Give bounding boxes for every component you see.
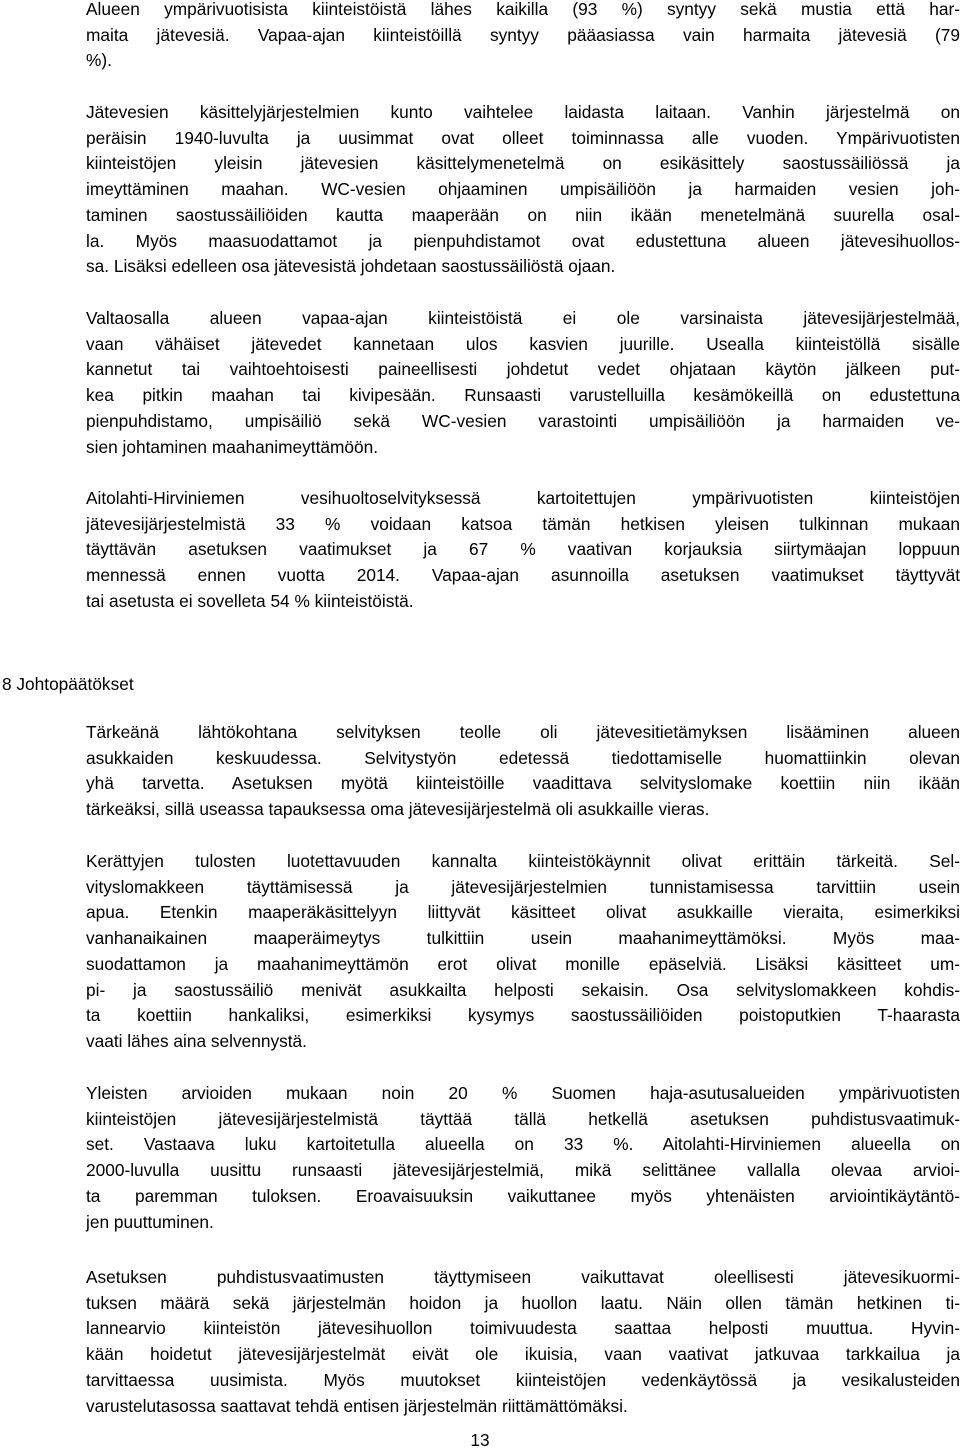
text-line: maita jätevesiä. Vapaa-ajan kiinteistöillä syntyy pääasiassa vain harmaita jätevesiä (79 xyxy=(86,24,960,45)
text-line: jätevesijärjestelmistä 33 % voidaan katsoa tämän hetkisen yleisen tulkinnan mukaan xyxy=(86,513,960,534)
text-line: vaan vähäiset jätevedet kannetaan ulos kasvien juurille. Usealla kiinteistöllä sisälle xyxy=(86,333,960,354)
text-line: täyttävän asetuksen vaatimukset ja 67 % vaativan korjauksia siirtymäajan loppuun xyxy=(86,539,960,560)
text-line: mennessä ennen vuotta 2014. Vapaa-ajan asunnoilla asetuksen vaatimukset täyttyvät xyxy=(86,565,960,586)
text-line: Valtaosalla alueen vapaa-ajan kiinteistöistä ei ole varsinaista jätevesijärjestelmää, xyxy=(86,308,960,328)
text-line: Yleisten arvioiden mukaan noin 20 % Suomen haja-asutusalueiden ympärivuotisten xyxy=(86,1083,960,1103)
text-line: Kerättyjen tulosten luotettavuuden kannalta kiinteistökäynnit olivat erittäin tärkeitä. Sel- xyxy=(86,851,960,871)
text-line: imeyttäminen maahan. WC-vesien ohjaaminen umpisäiliöön ja harmaiden vesien joh- xyxy=(86,179,960,200)
text-line: ta koettiin hankaliksi, esimerkiksi kysymys saostussäiliöiden poistoputkien T-haarasta xyxy=(86,1005,960,1026)
text-line: kea pitkin maahan tai kivipesään. Runsaasti varustelluilla kesämökeillä on edustettuna xyxy=(86,385,960,406)
text-line: asukkaiden keskuudessa. Selvitystyön edetessä tiedottamiselle huomattiinkin olevan xyxy=(86,747,960,768)
text-line: kiinteistöjen yleisin jätevesien käsittelymenetelmä on esikäsittely saostussäiliössä ja xyxy=(86,153,960,174)
text-line: Jätevesien käsittelyjärjestelmien kunto vaihtelee laidasta laitaan. Vanhin järjestelmä on xyxy=(86,102,960,122)
text-line: Tärkeänä lähtökohtana selvityksen teolle oli jätevesitietämyksen lisääminen alueen xyxy=(86,722,960,742)
paragraph xyxy=(86,306,960,460)
paragraph xyxy=(86,720,960,823)
text-line: tai asetusta ei sovelleta 54 % kiinteistöistä. xyxy=(86,590,414,611)
text-line: set. Vastaava luku kartoitetulla alueella on 33 %. Aitolahti-Hirviniemen alueella on xyxy=(86,1134,960,1155)
text-line: tärkeäksi, sillä useassa tapauksessa oma jätevesijärjestelmä oli asukkaille vieras. xyxy=(86,799,710,820)
paragraph xyxy=(86,849,960,1055)
section-heading: 8 Johtopäätökset xyxy=(2,674,134,694)
text-line: Aitolahti-Hirviniemen vesihuoltoselvityksessä kartoitettujen ympärivuotisten kiinteistöjen xyxy=(86,488,960,508)
text-line: tuksen määrä sekä järjestelmän hoidon ja huollon laatu. Näin ollen tämän hetkinen ti- xyxy=(86,1292,960,1313)
text-line: Asetuksen puhdistusvaatimusten täyttymiseen vaikuttavat oleellisesti jätevesikuormi- xyxy=(86,1267,960,1287)
text-line: %). xyxy=(86,50,112,71)
text-line: yhä tarvetta. Asetuksen myötä kiinteistöille vaadittava selvityslomake koettiin niin ikään xyxy=(86,773,960,794)
text-line: suodattamon ja maahanimeyttämön erot olivat monille epäselviä. Lisäksi käsitteet um- xyxy=(86,953,960,974)
text-line: vanhanaikainen maaperäimeytys tulkittiin usein maahanimeyttämöksi. Myös maa- xyxy=(86,928,960,949)
page-number: 13 xyxy=(470,1430,490,1450)
text-line: ta paremman tuloksen. Eroavaisuuksin vaikuttanee myös yhtenäisten arviointikäytäntö- xyxy=(86,1185,960,1206)
paragraph xyxy=(86,486,960,615)
text-line: la. Myös maasuodattamot ja pienpuhdistamot ovat edustettuna alueen jätevesihuollos- xyxy=(86,230,960,251)
text-line: taminen saostussäiliöiden kautta maaperään on niin ikään menetelmänä suurella osal- xyxy=(86,204,960,225)
text-line: jen puuttuminen. xyxy=(86,1211,214,1232)
paragraph xyxy=(86,0,960,74)
text-line: Alueen ympärivuotisista kiinteistöistä lähes kaikilla (93 %) syntyy sekä mustia että har- xyxy=(86,0,960,19)
text-line: vityslomakkeen täyttämisessä ja jätevesijärjestelmien tunnistamisessa tarvittiin usein xyxy=(86,876,960,897)
text-line: apua. Etenkin maaperäkäsittelyyn liittyvät käsitteet olivat asukkaille vieraita, esimerkiksi xyxy=(86,902,960,923)
text-line: lannearvio kiinteistön jätevesihuollon toimivuudesta saattaa helposti muuttua. Hyvin- xyxy=(86,1318,960,1339)
text-line: tarvittaessa uusimista. Myös muutokset kiinteistöjen vedenkäytössä ja vesikalusteiden xyxy=(86,1369,960,1390)
text-line: 2000-luvulla uusittu runsaasti jätevesijärjestelmiä, mikä selittänee vallalla olevaa arvioi- xyxy=(86,1160,960,1181)
text-line: kiinteistöjen jätevesijärjestelmistä täyttää tällä hetkellä asetuksen puhdistusvaatimuk- xyxy=(86,1108,960,1129)
paragraph xyxy=(86,1265,960,1419)
text-line: pienpuhdistamo, umpisäiliö sekä WC-vesien varastointi umpisäiliöön ja harmaiden ve- xyxy=(86,410,960,431)
text-line: sa. Lisäksi edelleen osa jätevesistä johdetaan saostussäiliöstä ojaan. xyxy=(86,256,616,277)
text-line: kään hoidetut jätevesijärjestelmät eivät ole ikuisia, vaan vaativat jatkuvaa tarkkailua ja xyxy=(86,1344,960,1365)
text-line: kannetut tai vaihtoehtoisesti paineellisesti johdetut vedet ohjataan käytön jälkeen put- xyxy=(86,359,960,380)
text-line: peräisin 1940-luvulta ja uusimmat ovat olleet toiminnassa alle vuoden. Ympärivuotisten xyxy=(86,127,960,148)
paragraph xyxy=(86,100,960,280)
text-line: varustelutasossa saattavat tehdä entisen järjestelmän riittämättömäksi. xyxy=(86,1395,628,1416)
text-line: vaati lähes aina selvennystä. xyxy=(86,1030,307,1051)
text-line: pi- ja saostussäiliö menivät asukkailta helposti sekaisin. Osa selvityslomakkeen kohdis- xyxy=(86,979,960,1000)
paragraph xyxy=(86,1081,960,1235)
text-line: sien johtaminen maahanimeyttämöön. xyxy=(86,436,379,457)
